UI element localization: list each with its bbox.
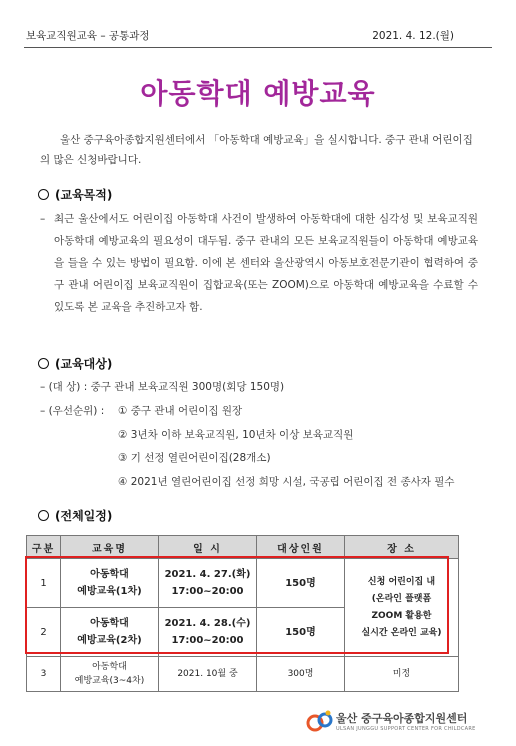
purpose-text: 최근 울산에서도 어린이집 아동학대 사건이 발생하여 아동학대에 대한 심각성 및 보육교직원 아동학대 예방교육의 필요성이 대두됨. 중구 관내의 모든 보육교직원들이 아동학대 예방교육을 들을 수 있는 방법이 필요함. 이에 본 센터와 울산광역시 아동보호전문기관이 협력하여 중구 관내 어린이집 보육교직원이 집합교육(또는 ZOOM)으로 아동학대 예방교육을 수료할 수 있도록 본 교육을 추진하고자 함. <box>54 213 478 313</box>
target-label: – (대 상) : <box>40 381 88 393</box>
section-target-heading: (교육대상) <box>38 355 112 372</box>
cell-date: 2021. 10월 중 <box>159 657 257 692</box>
cell-name: 아동학대 예방교육(1차) <box>61 559 159 608</box>
priority-item: ① 중구 관내 어린이집 원장 <box>118 405 243 417</box>
col-header: 교육명 <box>61 536 159 559</box>
target-line-1 <box>40 376 284 398</box>
col-header: 장 소 <box>345 536 459 559</box>
cell-count: 150명 <box>257 608 345 657</box>
table-header-row <box>27 536 459 559</box>
priority-item: ③ 기 선정 열린어린이집(28개소) <box>118 452 271 464</box>
intro-text: 울산 중구육아종합지원센터에서 「아동학대 예방교육」을 실시합니다. 중구 관내 어린이집의 많은 신청바랍니다. <box>40 134 473 166</box>
col-header: 일 시 <box>159 536 257 559</box>
purpose-block <box>40 208 478 318</box>
cell-place: 신청 어린이집 내 (온라인 플랫폼 ZOOM 활용한 실시간 온라인 교육) <box>345 559 459 657</box>
priority-label: – (우선순위) : <box>40 405 105 417</box>
org-name-en: ULSAN JUNGGU SUPPORT CENTER FOR CHILDCARE <box>336 726 476 732</box>
schedule-table <box>26 535 459 692</box>
cell-date: 2021. 4. 28.(수) 17:00~20:00 <box>159 608 257 657</box>
cell-place: 미정 <box>345 657 459 692</box>
table-row <box>27 559 459 608</box>
circle-bullet-icon <box>38 189 49 200</box>
circle-bullet-icon <box>38 510 49 521</box>
header-divider <box>24 47 492 48</box>
priority-item: ④ 2021년 열린어린이집 선정 희망 시설, 국공립 어린이집 전 종사자 필수 <box>118 475 455 488</box>
cell-count: 300명 <box>257 657 345 692</box>
table-row <box>27 657 459 692</box>
section-purpose-heading: (교육목적) <box>38 186 112 203</box>
intro-paragraph <box>40 130 480 170</box>
section-schedule-heading: (전체일정) <box>38 507 112 524</box>
col-header: 대상인원 <box>257 536 345 559</box>
cell-no: 3 <box>27 657 61 692</box>
cell-name: 아동학대 예방교육(2차) <box>61 608 159 657</box>
cell-date: 2021. 4. 27.(화) 17:00~20:00 <box>159 559 257 608</box>
cell-no: 2 <box>27 608 61 657</box>
circle-bullet-icon <box>38 358 49 369</box>
header-course: 보육교직원교육 – 공통과정 <box>26 30 150 42</box>
header-date: 2021. 4. 12.(월) <box>372 30 454 42</box>
priority-item: ② 3년차 이하 보육교직원, 10년차 이상 보육교직원 <box>118 428 354 441</box>
target-value: 중구 관내 보육교직원 300명(회당 150명) <box>90 381 285 393</box>
priority-list <box>118 400 455 494</box>
page-title: 아동학대 예방교육 <box>140 77 376 110</box>
cell-count: 150명 <box>257 559 345 608</box>
cell-name: 아동학대 예방교육(3~4차) <box>61 657 159 692</box>
col-header: 구분 <box>27 536 61 559</box>
org-name: 울산 중구육아종합지원센터 <box>336 712 468 725</box>
cell-no: 1 <box>27 559 61 608</box>
purpose-dash: – <box>40 213 46 225</box>
center-logo-icon <box>306 708 334 734</box>
